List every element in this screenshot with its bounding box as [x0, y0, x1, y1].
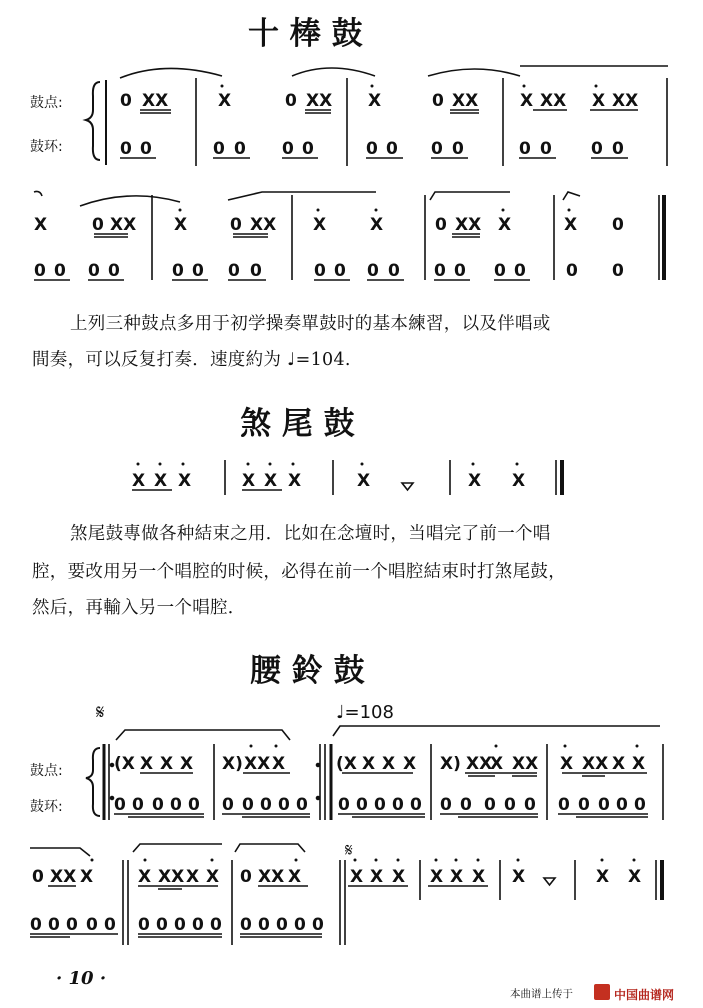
paragraph-1-line-1: 上列三种鼓点多用于初学操奏單鼓时的基本練習，以及伴唱或	[70, 314, 551, 334]
svg-text:XX: XX	[612, 91, 639, 111]
svg-text:0: 0	[302, 139, 314, 159]
svg-text:X: X	[450, 867, 464, 887]
svg-text:0: 0	[228, 261, 240, 281]
svg-text:0: 0	[213, 139, 225, 159]
svg-text:XX: XX	[582, 754, 609, 774]
svg-text:0: 0	[612, 139, 624, 159]
svg-text:0: 0	[591, 139, 603, 159]
svg-text:0: 0	[504, 795, 516, 815]
svg-text:0: 0	[334, 261, 346, 281]
svg-text:X: X	[186, 867, 200, 887]
score-shaweigu	[0, 440, 703, 510]
score-shibanggu	[0, 0, 703, 300]
svg-text:0: 0	[374, 795, 386, 815]
svg-text:(X: (X	[114, 754, 135, 774]
svg-text:X: X	[313, 215, 327, 235]
svg-text:X: X	[472, 867, 486, 887]
svg-text:X: X	[560, 754, 574, 774]
svg-text:X: X	[468, 471, 482, 491]
svg-text:X: X	[357, 471, 371, 491]
svg-text:X): X)	[222, 754, 243, 774]
svg-text:𝄋: 𝄋	[345, 840, 353, 861]
svg-text:0: 0	[240, 867, 252, 887]
svg-text:X: X	[403, 754, 417, 774]
svg-text:0: 0	[30, 915, 42, 935]
svg-text:0: 0	[66, 915, 78, 935]
footer-credit: 本曲谱上传于	[510, 988, 573, 1000]
svg-text:X: X	[430, 867, 444, 887]
svg-text:0: 0	[192, 915, 204, 935]
svg-text:0: 0	[260, 795, 272, 815]
svg-text:X: X	[288, 471, 302, 491]
svg-text:0: 0	[120, 139, 132, 159]
svg-text:0: 0	[434, 261, 446, 281]
svg-text:X: X	[392, 867, 406, 887]
svg-text:0: 0	[314, 261, 326, 281]
tempo-marking: ♩=108	[336, 702, 394, 723]
svg-text:X: X	[272, 754, 286, 774]
svg-text:0: 0	[519, 139, 531, 159]
score-yaolinggu	[0, 720, 703, 960]
svg-text:0: 0	[356, 795, 368, 815]
svg-text:0: 0	[296, 795, 308, 815]
svg-text:X: X	[596, 867, 610, 887]
svg-text:0: 0	[174, 915, 186, 935]
svg-text:XX: XX	[50, 867, 77, 887]
svg-text:X: X	[564, 215, 578, 235]
paragraph-2-line-3: 然后，再輸入另一个唱腔．	[32, 598, 246, 618]
svg-text:XX: XX	[158, 867, 185, 887]
svg-text:0: 0	[578, 795, 590, 815]
svg-text:X: X	[178, 471, 192, 491]
svg-text:0: 0	[240, 915, 252, 935]
svg-text:X: X	[612, 754, 626, 774]
part-label-guhuan-2: 鼓环:	[30, 799, 63, 815]
svg-text:X: X	[154, 471, 168, 491]
svg-text:X: X	[138, 867, 152, 887]
svg-text:0: 0	[54, 261, 66, 281]
svg-text:X: X	[132, 471, 146, 491]
svg-text:0: 0	[366, 139, 378, 159]
svg-text:XX: XX	[540, 91, 567, 111]
svg-text:0: 0	[386, 139, 398, 159]
svg-text:0: 0	[484, 795, 496, 815]
svg-text:0: 0	[432, 91, 444, 111]
svg-text:0: 0	[88, 261, 100, 281]
svg-text:XX: XX	[250, 215, 277, 235]
svg-text:XX: XX	[142, 91, 169, 111]
svg-text:XX: XX	[258, 867, 285, 887]
svg-text:0: 0	[558, 795, 570, 815]
svg-text:X: X	[160, 754, 174, 774]
svg-text:0: 0	[494, 261, 506, 281]
svg-text:X: X	[370, 215, 384, 235]
paragraph-2-line-2: 腔，要改用另一个唱腔的时候，必得在前一个唱腔結束时打煞尾鼓，	[32, 562, 566, 582]
svg-text:0: 0	[172, 261, 184, 281]
svg-text:X: X	[80, 867, 94, 887]
svg-text:X: X	[512, 471, 526, 491]
svg-text:0: 0	[454, 261, 466, 281]
site-logo-icon	[594, 984, 610, 1000]
svg-text:X): X)	[440, 754, 461, 774]
svg-text:X: X	[34, 215, 48, 235]
svg-text:0: 0	[388, 261, 400, 281]
svg-text:X: X	[206, 867, 220, 887]
section-title-yaolinggu: 腰 鈴 鼓	[250, 653, 365, 689]
svg-text:X: X	[180, 754, 194, 774]
svg-text:0: 0	[566, 261, 578, 281]
svg-text:XX: XX	[110, 215, 137, 235]
svg-text:X: X	[520, 91, 534, 111]
svg-text:0: 0	[634, 795, 646, 815]
section-title-shibanggu: 十 棒 鼓	[248, 16, 363, 52]
svg-text:0: 0	[192, 261, 204, 281]
svg-text:0: 0	[612, 261, 624, 281]
svg-text:X: X	[140, 754, 154, 774]
section-title-shaweigu: 煞 尾 鼓	[240, 406, 355, 442]
svg-text:0: 0	[440, 795, 452, 815]
svg-text:0: 0	[34, 261, 46, 281]
svg-text:X: X	[512, 867, 526, 887]
svg-text:0: 0	[132, 795, 144, 815]
svg-text:0: 0	[312, 915, 324, 935]
svg-text:0: 0	[367, 261, 379, 281]
paragraph-1-line-2: 間奏，可以反复打奏．速度約为 ♩=104.	[32, 350, 351, 370]
svg-text:0: 0	[514, 261, 526, 281]
svg-text:0: 0	[242, 795, 254, 815]
svg-text:0: 0	[598, 795, 610, 815]
svg-text:0: 0	[210, 915, 222, 935]
svg-text:0: 0	[188, 795, 200, 815]
part-label-guhuan: 鼓环:	[30, 139, 63, 155]
svg-text:0: 0	[156, 915, 168, 935]
site-name: 中国曲谱网	[614, 988, 675, 1002]
svg-text:XX: XX	[244, 754, 271, 774]
svg-text:0: 0	[276, 915, 288, 935]
svg-text:0: 0	[108, 261, 120, 281]
svg-text:X: X	[350, 867, 364, 887]
svg-text:X: X	[218, 91, 232, 111]
part-label-gudian: 鼓点:	[30, 95, 63, 111]
svg-text:0: 0	[120, 91, 132, 111]
svg-text:X: X	[628, 867, 642, 887]
svg-text:0: 0	[258, 915, 270, 935]
svg-text:0: 0	[435, 215, 447, 235]
svg-text:X: X	[632, 754, 646, 774]
svg-text:0: 0	[140, 139, 152, 159]
segno-mark: 𝄋	[96, 700, 105, 724]
svg-text:0: 0	[170, 795, 182, 815]
svg-text:(X: (X	[336, 754, 357, 774]
svg-text:0: 0	[285, 91, 297, 111]
svg-text:0: 0	[616, 795, 628, 815]
svg-text:XX: XX	[455, 215, 482, 235]
paragraph-2-line-1: 煞尾鼓專做各种結束之用．比如在念壇时，当唱完了前一个唱	[70, 524, 551, 544]
svg-text:0: 0	[48, 915, 60, 935]
svg-text:0: 0	[86, 915, 98, 935]
svg-text:0: 0	[338, 795, 350, 815]
svg-text:XX: XX	[512, 754, 539, 774]
svg-text:0: 0	[138, 915, 150, 935]
svg-text:X: X	[382, 754, 396, 774]
svg-text:X: X	[368, 91, 382, 111]
svg-text:0: 0	[32, 867, 44, 887]
svg-text:0: 0	[278, 795, 290, 815]
svg-text:0: 0	[431, 139, 443, 159]
part-label-gudian-2: 鼓点:	[30, 763, 63, 779]
svg-text:X: X	[288, 867, 302, 887]
svg-text:X: X	[370, 867, 384, 887]
svg-text:0: 0	[282, 139, 294, 159]
svg-text:0: 0	[612, 215, 624, 235]
svg-text:XX: XX	[466, 754, 493, 774]
page-number: · 10 ·	[56, 968, 107, 989]
svg-text:0: 0	[452, 139, 464, 159]
svg-text:0: 0	[104, 915, 116, 935]
svg-text:0: 0	[230, 215, 242, 235]
svg-text:X: X	[498, 215, 512, 235]
svg-text:0: 0	[250, 261, 262, 281]
svg-text:0: 0	[460, 795, 472, 815]
svg-text:0: 0	[540, 139, 552, 159]
svg-text:0: 0	[392, 795, 404, 815]
svg-text:X: X	[264, 471, 278, 491]
svg-text:X: X	[490, 754, 504, 774]
svg-text:X: X	[174, 215, 188, 235]
svg-text:0: 0	[92, 215, 104, 235]
svg-text:X: X	[592, 91, 606, 111]
svg-text:XX: XX	[306, 91, 333, 111]
svg-text:XX: XX	[452, 91, 479, 111]
svg-text:0: 0	[114, 795, 126, 815]
svg-text:0: 0	[234, 139, 246, 159]
svg-text:X: X	[362, 754, 376, 774]
svg-text:0: 0	[524, 795, 536, 815]
svg-text:0: 0	[152, 795, 164, 815]
svg-text:0: 0	[410, 795, 422, 815]
svg-text:0: 0	[222, 795, 234, 815]
svg-text:X: X	[242, 471, 256, 491]
svg-text:0: 0	[294, 915, 306, 935]
